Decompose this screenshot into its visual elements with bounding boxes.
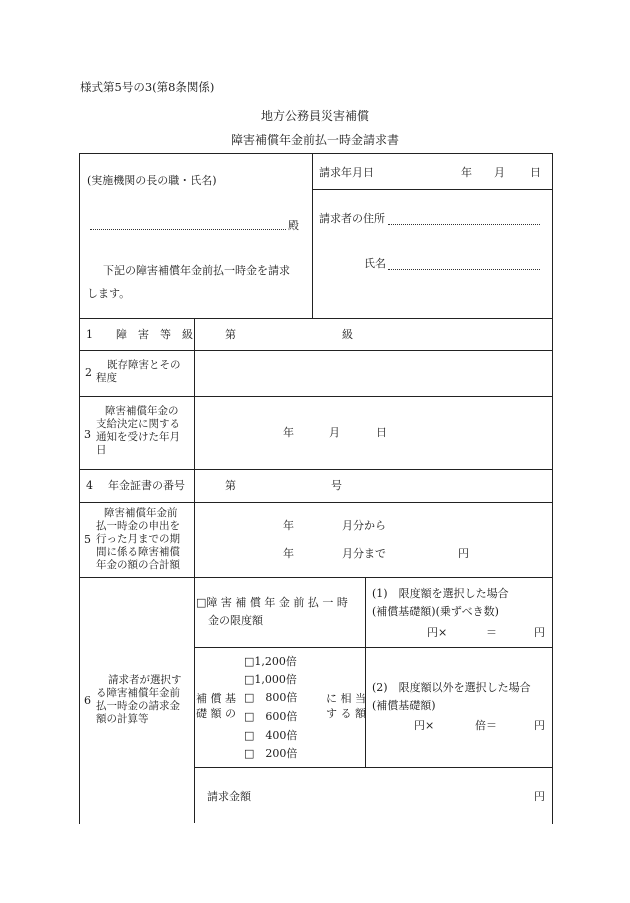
address-label: 請求者の住所	[319, 212, 385, 225]
date-day: 日	[530, 166, 541, 179]
row5-from-year: 年	[283, 519, 294, 532]
case2-title: (2) 限度額以外を選択した場合	[372, 681, 531, 694]
row5-label-line3: 行った月までの期	[96, 533, 180, 545]
name-label: 氏名	[364, 257, 386, 270]
case2-times-equals: 倍＝	[475, 719, 497, 732]
base-label-line1: 補 償 基	[196, 692, 236, 705]
row3-year: 年	[283, 426, 294, 439]
rule-top-divider	[312, 153, 313, 318]
form-title-line2: 障害補償年金前払一時金請求書	[230, 133, 399, 147]
row3-label-line1: 障害補償年金の	[105, 405, 179, 417]
row5-number: 5	[84, 533, 91, 546]
case1-equals: ＝	[486, 626, 497, 639]
row3-day: 日	[376, 426, 387, 439]
row4-number: 4	[86, 479, 93, 492]
row1-label: 障 害 等 級	[116, 328, 193, 341]
address-line	[388, 224, 540, 225]
row5-label-line5: 年金の額の合計額	[96, 559, 180, 571]
row6-label-line1: 請求者が選択す	[108, 674, 182, 686]
row6-label-line3: 払一時金の請求金	[96, 700, 180, 712]
row3-label-line3: 通知を受けた年月	[96, 431, 180, 443]
org-label: (実施機関の長の職・氏名)	[87, 174, 217, 187]
base-label-line2: 礎 額 の	[196, 707, 236, 720]
multiplier-checkbox-200: □ 200倍	[244, 747, 298, 760]
case2-yen-times: 円×	[414, 719, 435, 732]
date-year: 年	[461, 166, 472, 179]
request-text-line1: 下記の障害補償年金前払一時金を請求	[103, 264, 290, 277]
row5-label-line1: 障害補償年金前	[104, 507, 178, 519]
row1-number: 1	[86, 328, 93, 341]
case1-subtitle: (補償基礎額)(乗ずべき数)	[372, 605, 499, 618]
row2-label-line2: 程度	[96, 372, 117, 384]
case2-subtitle: (補償基礎額)	[372, 699, 436, 712]
row6-label-line4: 額の計算等	[96, 713, 149, 725]
claim-amount-label: 請求金額	[207, 790, 251, 803]
rule-row1	[79, 350, 552, 351]
equiv-label-line1: に 相 当	[326, 692, 366, 705]
multiplier-checkbox-1200: □1,200倍	[244, 655, 297, 668]
row5-from-month: 月分から	[342, 519, 386, 532]
row3-number: 3	[84, 428, 91, 441]
row5-to-year: 年	[283, 547, 294, 560]
row2-number: 2	[85, 366, 92, 379]
row2-label-line1: 既存障害とその	[107, 359, 181, 371]
rule-row6-split	[365, 577, 366, 767]
case1-yen-times: 円×	[427, 626, 448, 639]
name-line	[388, 269, 540, 270]
multiplier-checkbox-800: □ 800倍	[244, 691, 298, 704]
row5-label-line2: 払一時金の申出を	[96, 520, 180, 532]
row4-prefix: 第	[225, 479, 236, 492]
limit-option-checkbox: □障 害 補 償 年 金 前 払 一 時	[196, 596, 348, 609]
rule-row6-a	[194, 647, 552, 648]
rule-row6-b	[194, 767, 552, 768]
row1-suffix: 級	[342, 328, 353, 341]
row5-yen: 円	[458, 547, 469, 560]
case1-title: (1) 限度額を選択した場合	[372, 587, 509, 600]
case2-yen-result: 円	[534, 719, 545, 732]
form-number: 様式第5号の3(第8条関係)	[80, 80, 215, 94]
multiplier-checkbox-1000: □1,000倍	[244, 673, 297, 686]
request-text-line2: します。	[87, 287, 131, 300]
rule-label-column	[194, 318, 195, 823]
rule-date	[312, 189, 552, 190]
multiplier-checkbox-600: □ 600倍	[244, 710, 298, 723]
case1-yen-result: 円	[534, 626, 545, 639]
date-label: 請求年月日	[319, 166, 374, 179]
rule-row3	[79, 469, 552, 470]
dono-label: 殿	[288, 219, 299, 232]
row3-label-line2: 支給決定に関する	[96, 418, 180, 430]
row5-label-line4: 間に係る障害補償	[96, 546, 180, 558]
claim-amount-yen: 円	[534, 790, 545, 803]
rule-top-section	[79, 318, 552, 319]
multiplier-checkbox-400: □ 400倍	[244, 729, 298, 742]
row4-label: 年金証書の番号	[108, 479, 185, 492]
rule-row2	[79, 396, 552, 397]
row5-to-month: 月分まで	[342, 547, 386, 560]
rule-row4	[79, 502, 552, 503]
row4-suffix: 号	[331, 479, 342, 492]
form-title-line1: 地方公務員災害補償	[260, 109, 369, 123]
row6-label-line2: る障害補償年金前	[96, 687, 180, 699]
date-month: 月	[494, 166, 505, 179]
row1-prefix: 第	[225, 328, 236, 341]
row6-number: 6	[84, 694, 91, 707]
org-name-line	[90, 229, 286, 230]
equiv-label-line2: す る 額	[326, 707, 366, 720]
rule-row5	[79, 577, 552, 578]
row3-month: 月	[329, 426, 340, 439]
row3-label-line4: 日	[96, 444, 107, 456]
limit-option-line2: 金の限度額	[208, 614, 263, 627]
